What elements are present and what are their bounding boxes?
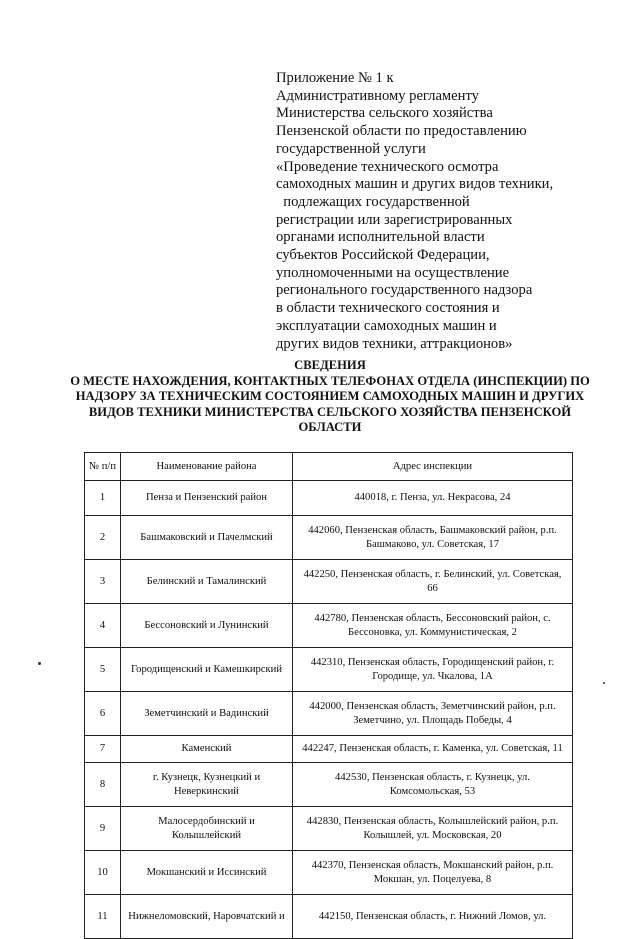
row-district <box>121 736 293 763</box>
district-line: Земетчинский и Вадинский <box>144 707 269 719</box>
table-row <box>85 807 573 851</box>
address-line: Комсомольская, 53 <box>389 785 476 797</box>
address-line: 442530, Пензенская область, г. Кузнецк, ул. <box>335 772 530 784</box>
appendix-line: самоходных машин и других видов техники, <box>276 176 554 193</box>
table-row <box>85 648 573 692</box>
row-district <box>121 648 293 692</box>
table-row <box>85 481 573 516</box>
address-line: Бессоновка, ул. Коммунистическая, 2 <box>348 626 517 638</box>
row-district <box>121 516 293 560</box>
appendix-line: «Проведение технического осмотра <box>276 158 499 175</box>
address-line: Мокшан, ул. Поцелуева, 8 <box>373 873 492 885</box>
heading-line: О МЕСТЕ НАХОЖДЕНИЯ, КОНТАКТНЫХ ТЕЛЕФОНАХ ОТДЕЛА (ИНСПЕКЦИИ) ПО <box>70 373 590 388</box>
row-address <box>293 481 573 516</box>
appendix-line: государственной услуги <box>276 140 426 157</box>
row-number: 10 <box>85 851 121 895</box>
table-row <box>85 851 573 895</box>
appendix-line: Министерства сельского хозяйства <box>276 105 493 122</box>
district-line: Бессоновский и Лунинский <box>144 619 269 631</box>
row-address <box>293 807 573 851</box>
row-address <box>293 516 573 560</box>
row-district <box>121 807 293 851</box>
table-row <box>85 763 573 807</box>
table-row <box>85 895 573 939</box>
header-address: Адрес инспекции <box>293 453 573 481</box>
appendix-line: регионального государственного надзора <box>276 282 533 299</box>
row-number: 9 <box>85 807 121 851</box>
row-address <box>293 604 573 648</box>
table-row <box>85 604 573 648</box>
document-heading <box>60 358 600 436</box>
district-line: Мокшанский и Иссинский <box>146 866 267 878</box>
appendix-line: Административному регламенту <box>276 87 479 104</box>
heading-line: НАДЗОРУ ЗА ТЕХНИЧЕСКИМ СОСТОЯНИЕМ САМОХОДНЫХ МАШИН И ДРУГИХ <box>75 389 585 403</box>
heading-title: СВЕДЕНИЯ <box>294 358 366 372</box>
row-number: 5 <box>85 648 121 692</box>
heading-line: ОБЛАСТИ <box>298 420 362 434</box>
district-line: Пенза и Пензенский район <box>146 492 267 504</box>
address-line: Городище, ул. Чкалова, 1А <box>372 670 493 682</box>
address-line: 442000, Пензенская область, Земетчинский район, р.п. <box>309 701 556 713</box>
district-line: Нижнеломовский, Наровчатский и <box>128 910 285 922</box>
appendix-line: других видов техники, аттракционов» <box>276 335 513 352</box>
address-line: 442247, Пензенская область, г. Каменка, ул. Советская, 11 <box>302 743 563 755</box>
appendix-line: уполномоченными на осуществление <box>276 264 510 281</box>
row-district <box>121 895 293 939</box>
district-line: Городищенский и Камешкирский <box>130 663 282 675</box>
row-number: 2 <box>85 516 121 560</box>
header-number: № п/п <box>85 453 121 481</box>
appendix-line: подлежащих государственной <box>276 193 470 210</box>
row-district <box>121 692 293 736</box>
district-line: Белинский и Тамалинский <box>146 575 267 587</box>
address-line: Земетчино, ул. Площадь Победы, 4 <box>353 714 512 726</box>
table-row <box>85 560 573 604</box>
table-row <box>85 736 573 763</box>
district-line: Малосердобинский и <box>158 816 255 828</box>
address-line: 442780, Пензенская область, Бессоновский район, с. <box>314 613 551 625</box>
row-address <box>293 692 573 736</box>
row-address <box>293 895 573 939</box>
row-number: 6 <box>85 692 121 736</box>
address-line: 440018, г. Пенза, ул. Некрасова, 24 <box>354 492 511 504</box>
row-number: 3 <box>85 560 121 604</box>
table-row <box>85 692 573 736</box>
row-number: 11 <box>85 895 121 939</box>
scan-speck <box>603 682 605 684</box>
row-district <box>121 560 293 604</box>
row-address <box>293 560 573 604</box>
appendix-line: Пензенской области по предоставлению <box>276 123 527 140</box>
district-line: Неверкинский <box>174 785 239 797</box>
address-line: 442310, Пензенская область, Городищенский район, г. <box>310 657 555 669</box>
address-line: 442150, Пензенская область, г. Нижний Ломов, ул. <box>318 910 547 922</box>
row-number: 4 <box>85 604 121 648</box>
row-number: 8 <box>85 763 121 807</box>
scan-speck <box>38 662 41 665</box>
address-line: Башмаково, ул. Советская, 17 <box>365 538 500 550</box>
appendix-line: в области технического состояния и <box>276 300 500 317</box>
row-district <box>121 481 293 516</box>
row-district <box>121 604 293 648</box>
district-line: Башмаковский и Пачелмский <box>140 531 273 543</box>
address-line: 66 <box>427 582 438 594</box>
row-number: 7 <box>85 736 121 763</box>
appendix-line: эксплуатации самоходных машин и <box>276 317 497 334</box>
district-line: г. Кузнецк, Кузнецкий и <box>152 772 261 784</box>
inspection-table <box>84 452 573 939</box>
appendix-line: Приложение № 1 к <box>276 70 394 86</box>
district-line: Каменский <box>181 743 232 755</box>
appendix-note <box>276 70 606 353</box>
row-address <box>293 648 573 692</box>
appendix-line: регистрации или зарегистрированных <box>276 211 513 228</box>
address-line: 442250, Пензенская область, г. Белинский, ул. Советская, <box>303 569 562 581</box>
row-number: 1 <box>85 481 121 516</box>
address-line: 442830, Пензенская область, Колышлейский район, р.п. <box>306 816 559 828</box>
appendix-line: органами исполнительной власти <box>276 229 485 246</box>
row-address <box>293 763 573 807</box>
district-line: Колышлейский <box>171 829 242 841</box>
row-address <box>293 851 573 895</box>
appendix-line: субъектов Российской Федерации, <box>276 247 490 264</box>
row-district <box>121 851 293 895</box>
table-row <box>85 516 573 560</box>
table-header-row <box>85 453 573 481</box>
header-district: Наименование района <box>121 453 293 481</box>
heading-line: ВИДОВ ТЕХНИКИ МИНИСТЕРСТВА СЕЛЬСКОГО ХОЗЯЙСТВА ПЕНЗЕНСКОЙ <box>88 404 572 419</box>
address-line: Колышлей, ул. Московская, 20 <box>363 829 502 841</box>
address-line: 442060, Пензенская область, Башмаковский район, р.п. <box>308 525 557 537</box>
row-address <box>293 736 573 763</box>
row-district <box>121 763 293 807</box>
address-line: 442370, Пензенская область, Мокшанский район, р.п. <box>311 860 554 872</box>
